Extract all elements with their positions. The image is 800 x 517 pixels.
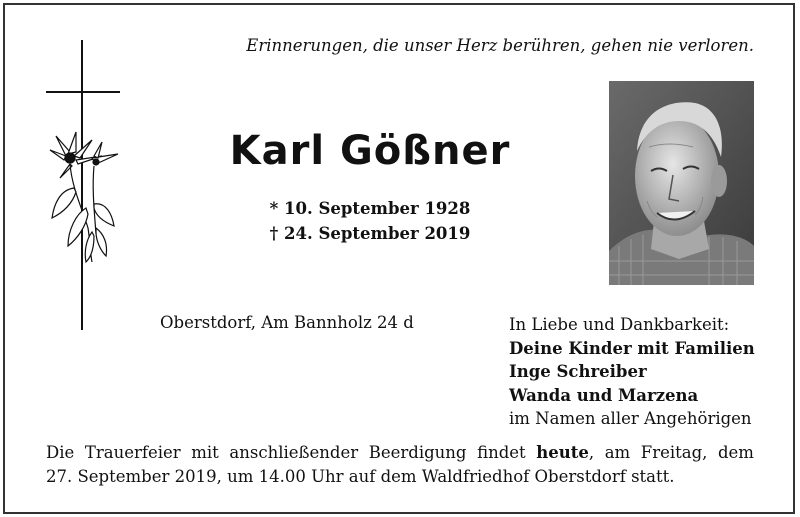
birth-date: * 10. September 1928: [269, 199, 471, 218]
memorial-quote: Erinnerungen, die unser Herz berühren, gehen nie verloren.: [246, 36, 754, 55]
notice-word: Die: [46, 443, 75, 462]
notice-bold: heute: [536, 443, 589, 462]
notice-word: dem: [717, 443, 754, 462]
family-signatures: [509, 313, 755, 431]
family-outro: im Namen aller Angehörigen: [509, 409, 752, 428]
notice-word: Freitag,: [640, 443, 708, 462]
cross-bar: [46, 91, 120, 93]
notice-word: anschließender: [229, 443, 359, 462]
family-intro: In Liebe und Dankbarkeit:: [509, 315, 730, 334]
notice-word: mit: [191, 443, 219, 462]
notice-bold-word: [536, 441, 594, 465]
notice-word: findet: [477, 443, 526, 462]
family-line: Inge Schreiber: [509, 362, 647, 381]
notice-word: Trauerfeier: [84, 443, 181, 462]
deceased-name: Karl Gößner: [229, 128, 511, 174]
death-date: † 24. September 2019: [269, 224, 471, 243]
notice-line-2: 27. September 2019, um 14.00 Uhr auf dem Waldfriedhof Oberstdorf statt.: [46, 466, 675, 486]
family-line: Deine Kinder mit Familien: [509, 338, 755, 358]
edelweiss-icon: [46, 128, 120, 266]
notice-line-1: [46, 441, 754, 465]
life-dates: [150, 196, 590, 246]
address: Oberstdorf, Am Bannholz 24 d: [160, 313, 414, 332]
notice-word: am: [604, 443, 631, 462]
family-line: Wanda und Marzena: [509, 385, 699, 405]
notice-word: Beerdigung: [368, 443, 467, 462]
notice-comma: ,: [588, 443, 595, 462]
funeral-notice: [46, 441, 754, 488]
portrait-photo: [609, 81, 754, 285]
